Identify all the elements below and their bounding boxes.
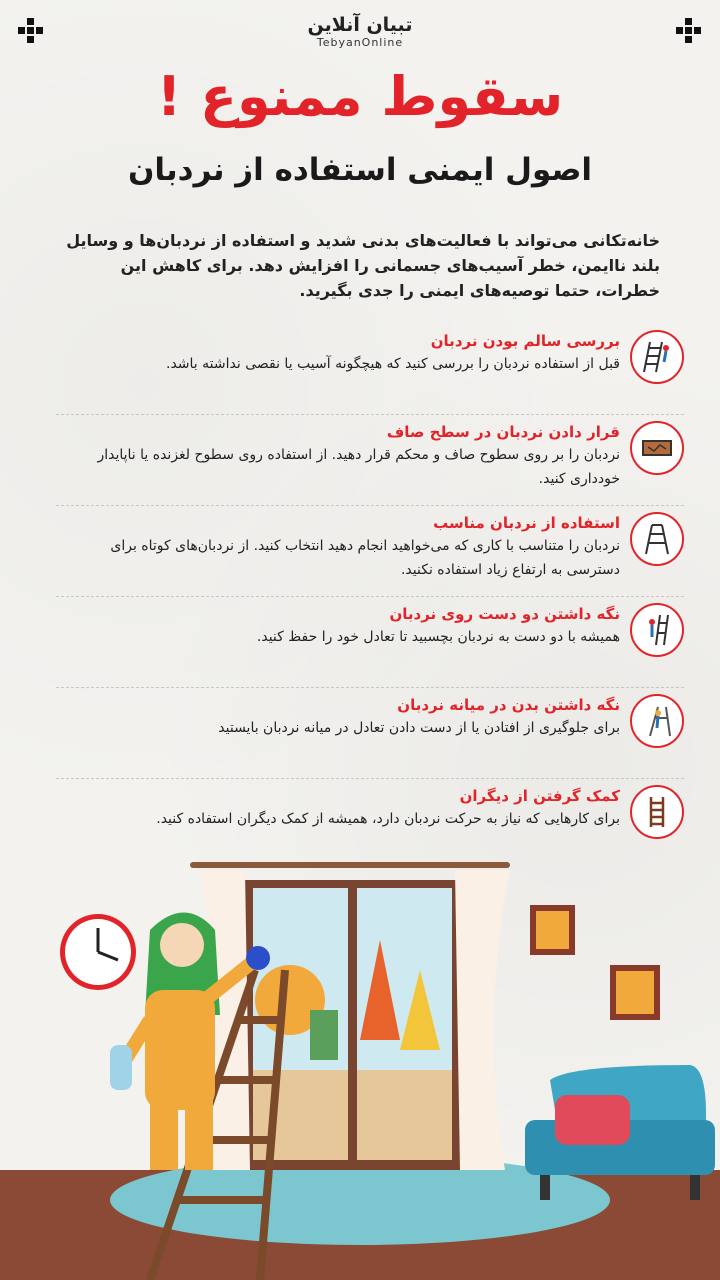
intro-paragraph: خانه‌تکانی می‌تواند با فعالیت‌های بدنی شدید و استفاده از نردبان‌ها و وسایل بلند ناایمن، خطر آسیب‌های جسمانی را افزایش دهد. برای کاهش این خطرات، حتما توصیه‌های ایمنی را جدی بگیرید. <box>66 231 660 300</box>
picture-frame-icon <box>530 905 575 955</box>
person-on-ladder-icon <box>630 603 684 657</box>
tip-title: نگه داشتن بدن در میانه نردبان <box>397 696 620 714</box>
tip-description: برای جلوگیری از افتادن یا از دست دادن تعادل در میانه نردبان بایستید <box>218 720 620 736</box>
worker-on-ladder-icon <box>630 694 684 748</box>
tip-description: برای کارهایی که نیاز به حرکت نردبان دارد، همیشه از کمک دیگران استفاده کنید. <box>156 811 620 827</box>
tip-item <box>56 688 684 779</box>
wall-clock-icon <box>60 914 136 990</box>
ladder-icon <box>630 785 684 839</box>
brand-name-fa: تبیان آنلاین <box>307 14 413 36</box>
tip-item <box>56 597 684 688</box>
tip-item <box>56 506 684 597</box>
brand-logo <box>0 14 720 49</box>
tip-item <box>56 324 684 415</box>
tip-description: قبل از استفاده نردبان را بررسی کنید که هیچگونه آسیب یا نقصی نداشته باشد. <box>166 356 620 372</box>
picture-frame-icon <box>610 965 660 1020</box>
tip-title: استفاده از نردبان مناسب <box>433 514 620 532</box>
tip-title: نگه داشتن دو دست روی نردبان <box>389 605 620 623</box>
tip-title: قرار دادن نردبان در سطح صاف <box>386 423 620 441</box>
tip-title: کمک گرفتن از دیگران <box>459 787 620 805</box>
tip-description: نردبان را بر روی سطوح صاف و محکم قرار دهید. از استفاده روی سطوح لغزنده یا ناپایدار خودداری کنید. <box>97 447 620 487</box>
tip-description: همیشه با دو دست به نردبان بچسبید تا تعادل خود را حفظ کنید. <box>256 629 620 645</box>
step-ladder-icon <box>630 512 684 566</box>
page-subtitle: اصول ایمنی استفاده از نردبان <box>127 152 593 188</box>
tips-list <box>56 324 684 869</box>
tip-item <box>56 415 684 506</box>
tip-title: بررسی سالم بودن نردبان <box>430 332 620 350</box>
climbing-ladder-icon <box>630 330 684 384</box>
room-illustration <box>0 840 720 1280</box>
page-title: سقوط ممنوع ! <box>156 65 564 128</box>
tip-description: نردبان را متناسب با کاری که می‌خواهید انجام دهید انتخاب کنید. از نردبان‌های کوتاه برای دسترسی به ارتفاع زیاد استفاده نکنید. <box>110 538 620 578</box>
flat-surface-icon <box>630 421 684 475</box>
brand-name-en: TebyanOnline <box>316 36 404 49</box>
